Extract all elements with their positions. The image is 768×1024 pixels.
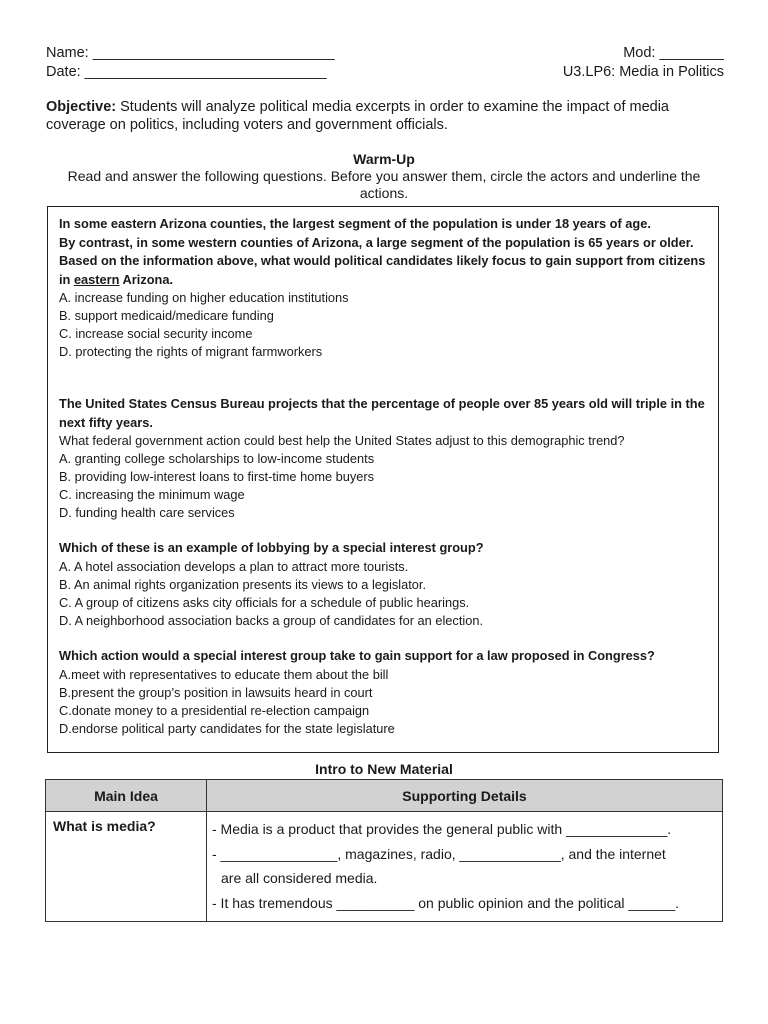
question-2-line-1: The United States Census Bureau projects that the percentage of people over 85 years old will triple in the next fifty years. bbox=[59, 396, 705, 430]
column-header-supporting-details: Supporting Details bbox=[207, 780, 723, 812]
supporting-details-cell[interactable] bbox=[207, 812, 723, 922]
table-row bbox=[46, 812, 723, 922]
question-3-option-d[interactable]: D. A neighborhood association backs a group of candidates for an election. bbox=[59, 612, 484, 628]
column-header-main-idea: Main Idea bbox=[46, 780, 207, 812]
objective bbox=[46, 98, 726, 134]
objective-text: Students will analyze political media excerpts in order to examine the impact of media coverage on politics, including voters and government officials. bbox=[46, 99, 669, 133]
question-1 bbox=[59, 215, 711, 361]
question-3-option-a[interactable]: A. A hotel association develops a plan to attract more tourists. bbox=[59, 558, 409, 574]
question-2 bbox=[59, 395, 711, 522]
intro-title: Intro to New Material bbox=[315, 761, 453, 777]
question-2-option-d[interactable]: D. funding health care services bbox=[59, 505, 235, 520]
question-3-line-1: Which of these is an example of lobbying by a special interest group? bbox=[59, 540, 484, 555]
question-2-option-b[interactable]: B. providing low-interest loans to first-time home buyers bbox=[59, 469, 375, 484]
detail-line-4[interactable]: - It has tremendous __________ on public opinion and the political ______. bbox=[212, 894, 680, 911]
question-1-line-3 bbox=[59, 252, 711, 289]
notes-header-row bbox=[46, 780, 723, 812]
detail-line-1[interactable]: - Media is a product that provides the general public with _____________. bbox=[212, 821, 672, 837]
question-4-option-b[interactable]: B.present the group’s position in lawsuits heard in court bbox=[59, 684, 373, 700]
detail-line-2[interactable]: - _______________, magazines, radio, _____________, and the internet bbox=[212, 845, 666, 862]
question-3-option-c[interactable]: C. A group of citizens asks city officials for a schedule of public hearings. bbox=[59, 594, 470, 610]
notes-table bbox=[45, 779, 723, 922]
question-1-line-1: In some eastern Arizona counties, the largest segment of the population is under 18 years of age. bbox=[59, 216, 651, 231]
detail-line-3: are all considered media. bbox=[221, 870, 378, 886]
question-1-option-a[interactable]: A. increase funding on higher education institutions bbox=[59, 290, 349, 305]
question-3-option-b[interactable]: B. An animal rights organization presents its views to a legislator. bbox=[59, 576, 427, 592]
question-1-prompt-end: Arizona. bbox=[119, 271, 174, 287]
question-1-option-b[interactable]: B. support medicaid/medicare funding bbox=[59, 308, 274, 323]
objective-label: Objective: bbox=[46, 99, 117, 115]
question-1-option-d[interactable]: D. protecting the rights of migrant farmworkers bbox=[59, 344, 323, 359]
question-3 bbox=[59, 539, 711, 630]
question-4-option-d[interactable]: D.endorse political party candidates for the state legislature bbox=[59, 720, 395, 736]
question-1-line-2: By contrast, in some western counties of Arizona, a large segment of the population is 65 years or older. bbox=[59, 234, 694, 250]
question-4 bbox=[59, 647, 711, 738]
warmup-question-box bbox=[47, 206, 719, 753]
question-1-prompt: Based on the information above, what would political candidates likely focus to gain support from citizens in bbox=[59, 253, 706, 287]
warmup-instructions: Read and answer the following questions. Before you answer them, circle the actors and underline the actions. bbox=[67, 168, 701, 201]
name-field[interactable]: Name: ______________________________ bbox=[46, 45, 335, 61]
question-4-line-1: Which action would a special interest group take to gain support for a law proposed in Congress? bbox=[59, 648, 655, 663]
question-1-option-c[interactable]: C. increase social security income bbox=[59, 326, 253, 341]
question-2-option-c[interactable]: C. increasing the minimum wage bbox=[59, 487, 245, 502]
date-field[interactable]: Date: ______________________________ bbox=[46, 64, 327, 80]
question-2-line-2: What federal government action could best help the United States adjust to this demographic trend? bbox=[59, 433, 625, 448]
main-idea-cell: What is media? bbox=[46, 812, 207, 922]
question-2-option-a[interactable]: A. granting college scholarships to low-income students bbox=[59, 451, 375, 466]
lesson-code: U3.LP6: Media in Politics bbox=[562, 64, 724, 80]
question-4-option-a[interactable]: A.meet with representatives to educate them about the bill bbox=[59, 666, 389, 682]
underlined-word: eastern bbox=[73, 271, 120, 287]
warmup-title: Warm-Up bbox=[353, 151, 415, 167]
question-4-option-c[interactable]: C.donate money to a presidential re-election campaign bbox=[59, 702, 370, 718]
mod-field[interactable]: Mod: ________ bbox=[623, 45, 724, 61]
